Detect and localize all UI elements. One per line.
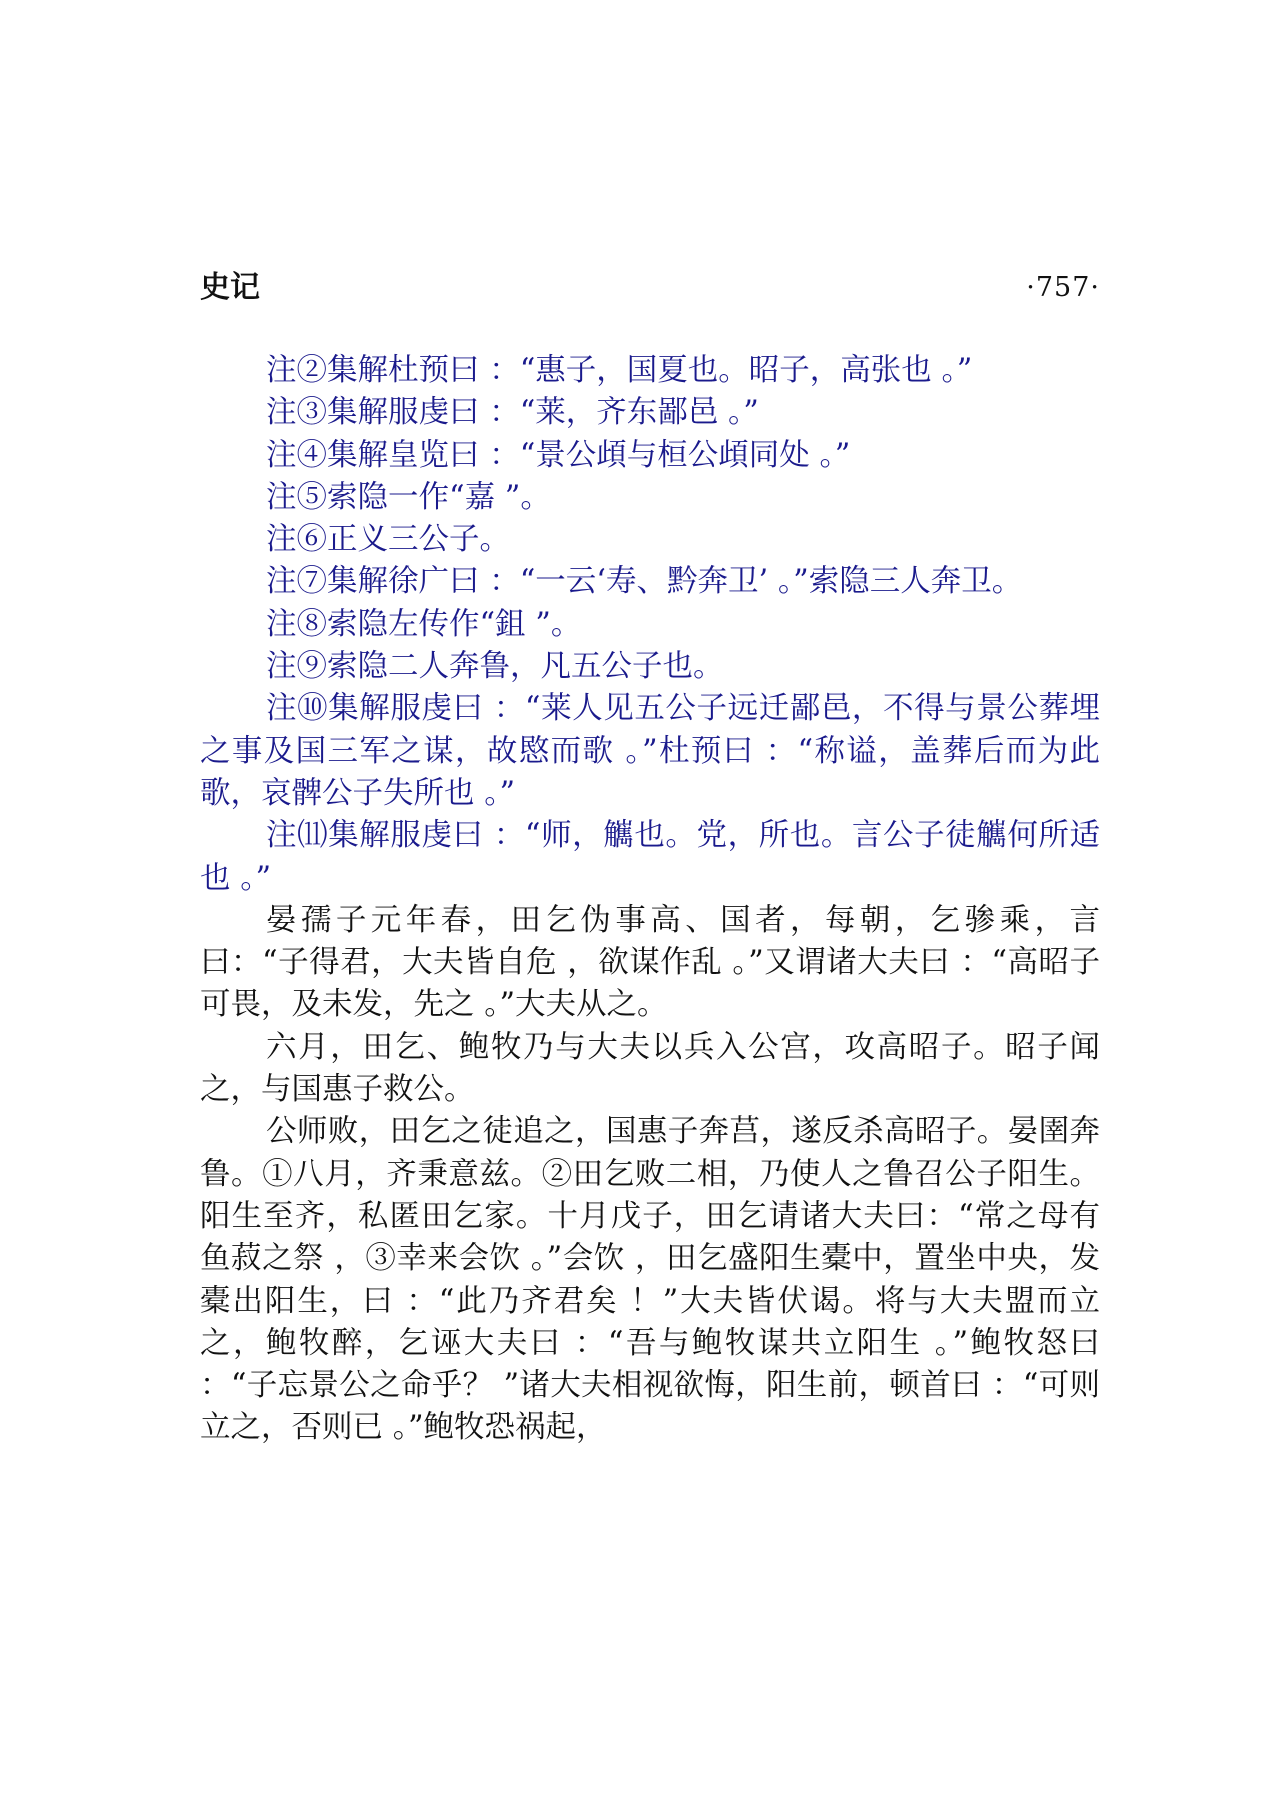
annotation-note: 注⑧索隐左传作“鉏 ”。 [266,606,582,642]
body-paragraph: 公师败，田乞之徒追之，国惠子奔莒，遂反杀高昭子。晏圉奔鲁。①八月，齐秉意兹。②田乞败二相，乃使人之鲁召公子阳生。阳生至齐，私匿田乞家。十月戊子，田乞请诸大夫曰：“常之母有鱼菽之祭 ，③幸来会饮 。”会饮 ，田乞盛阳生橐中，置坐中央，发橐出阳生，曰 ：“此乃齐君矣 ！”大夫皆伏谒。将与大夫盟而立之，鲍牧醉，乞诬大夫曰 ：“吾与鲍牧谋共立阳生 。”鲍牧怒曰 ：“子忘景公之命乎？ ”诸大夫相视欲悔，阳生前，顿首曰 ：“可则立之，否则已 。”鲍牧恐祸起， [200,1114,1100,1446]
annotation-note: 注②集解杜预曰 ：“惠子，国夏也。昭子，高张也 。” [266,353,973,388]
annotation-note: 注⑦集解徐广曰 ：“一云‘寿、黔奔卫’ 。”索隐三人奔卫。 [266,564,1023,600]
page-number: ·757· [1026,272,1100,303]
annotation-note: 注⑥正义三公子。 [266,522,510,558]
annotation-note: 注④集解皇览曰 ：“景公頉与桓公頉同处 。” [266,437,851,473]
annotation-note: 注⑤索隐一作“嘉 ”。 [266,479,551,515]
book-title: 史记 [200,270,260,305]
annotation-note: 注⑾集解服虔曰 ：“师，觽也。党，所也。言公子徒觽何所适也 。” [200,818,1100,896]
annotation-note: 注⑨索隐二人奔鲁，凡五公子也。 [266,649,724,685]
body-paragraph: 晏孺子元年春，田乞伪事高、国者，每朝，乞骖乘，言曰：“子得君，大夫皆自危 ，欲谋作乱 。”又谓诸大夫曰 ：“高昭子可畏，及未发，先之 。”大夫从之。 [200,902,1100,1023]
annotation-note: 注③集解服虔曰 ：“莱，齐东鄙邑 。” [266,395,759,431]
page-body [200,350,1100,1450]
annotation-note: 注⑩集解服虔曰 ：“莱人见五公子远迁鄙邑，不得与景公葬埋之事及国三军之谋，故愍而歌 。”杜预曰 ：“称谥，盖葬后而为此歌，哀髀公子失所也 。” [200,691,1100,811]
page-header [200,268,1100,308]
body-paragraph: 六月，田乞、鲍牧乃与大夫以兵入公宫，攻高昭子。昭子闻之，与国惠子救公。 [200,1029,1100,1108]
